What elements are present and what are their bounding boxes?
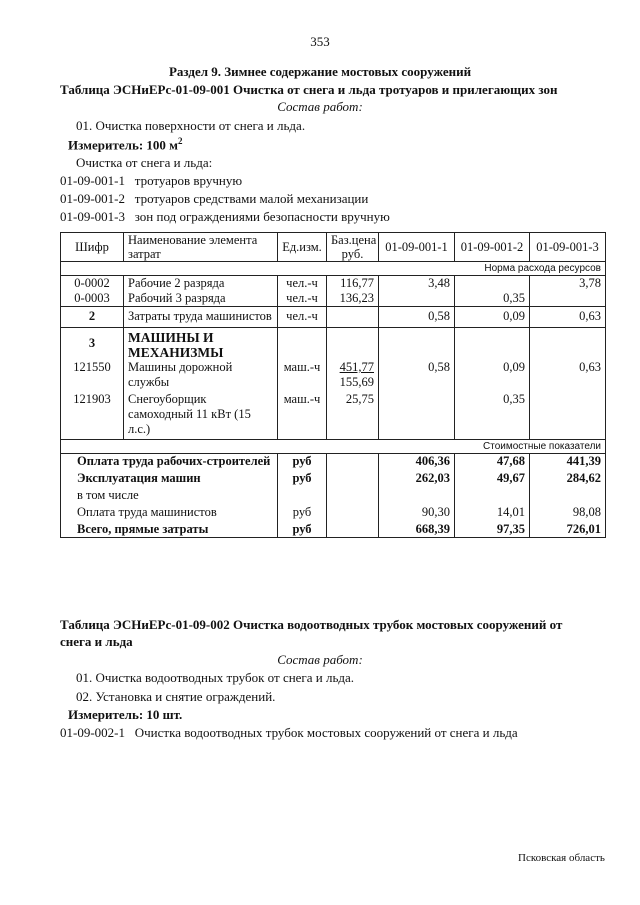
code-desc: зон под ограждениями безопасности вручную: [134, 209, 390, 224]
code: 01-09-002-1: [60, 725, 125, 740]
cost-value-1: 262,03: [379, 469, 455, 486]
table-row: [61, 390, 606, 440]
row-unit: чел.-ч: [278, 276, 327, 292]
row-name: Рабочий 3 разряда: [124, 291, 278, 307]
header-unit: Ед.изм.: [278, 233, 327, 262]
cost-value-1: 90,30: [379, 503, 455, 520]
table-row: [61, 360, 606, 390]
row-price: [327, 307, 379, 328]
cost-value-1: 668,39: [379, 520, 455, 538]
table1-meter-sup: 2: [178, 136, 183, 146]
table2-code-line: [60, 725, 518, 741]
table1-meter-label: Измеритель: 100 м: [68, 137, 179, 153]
header-code: Шифр: [61, 233, 124, 262]
row-code: 121550: [61, 360, 124, 390]
row-name: Затраты труда машинистов: [124, 307, 278, 328]
cost-unit: руб: [278, 520, 327, 538]
cost-unit: руб: [278, 454, 327, 470]
row-price: 116,77: [327, 276, 379, 292]
table-header-row: [61, 233, 606, 262]
row-value-2: 0,09: [455, 307, 530, 328]
row-name: Снегоуборщик самоходный 11 кВт (15 л.с.): [124, 390, 278, 440]
table2-work-item: 01. Очистка водоотводных трубок от снега и льда.: [76, 670, 355, 685]
cost-label: Стоимостные показатели: [61, 440, 606, 454]
row-code: 121903: [61, 390, 124, 440]
row-unit: чел.-ч: [278, 307, 327, 328]
cost-name: Всего, прямые затраты: [61, 520, 278, 538]
table2-title-line2: снега и льда: [60, 634, 133, 649]
table-row: [61, 276, 606, 292]
row-code: 0-0003: [61, 291, 124, 307]
row-price-secondary: 155,69: [339, 375, 374, 389]
row-value-2: 0,35: [455, 291, 530, 307]
table1-composition-label: Состав работ:: [277, 99, 363, 114]
row-unit: маш.-ч: [278, 390, 327, 440]
row-value-3: 3,78: [530, 276, 606, 292]
table-row: [61, 291, 606, 307]
header-col3: 01-09-001-3: [530, 233, 606, 262]
header-col2: 01-09-001-2: [455, 233, 530, 262]
header-price: Баз.цена руб.: [327, 233, 379, 262]
cost-name: Оплата труда машинистов: [61, 503, 278, 520]
code-line: [60, 173, 242, 189]
row-price: 136,23: [327, 291, 379, 307]
row-code: 3: [61, 328, 124, 361]
cost-row: [61, 486, 606, 503]
row-price: 25,75: [327, 390, 379, 440]
cost-row: [61, 520, 606, 538]
cost-name: в том числе: [61, 486, 278, 503]
row-price-main: 451,77: [339, 360, 374, 374]
cost-name: Оплата труда рабочих-строителей: [61, 454, 278, 470]
cost-value-3: 726,01: [530, 520, 606, 538]
header-col1: 01-09-001-1: [379, 233, 455, 262]
cost-value-3: 441,39: [530, 454, 606, 470]
table2-composition-label: Состав работ:: [277, 652, 363, 667]
code-desc: тротуаров вручную: [134, 173, 243, 188]
table2-work-item: 02. Установка и снятие ограждений.: [76, 689, 276, 704]
code: 01-09-001-3: [60, 209, 125, 224]
row-price: [327, 360, 379, 390]
row-value-1: [379, 390, 455, 440]
cost-label-row: [61, 440, 606, 454]
cost-row: [61, 469, 606, 486]
row-name: Машины дорожной службы: [124, 360, 278, 390]
cost-value-2: 47,68: [455, 454, 530, 470]
row-value-3: [530, 291, 606, 307]
page-number: 353: [310, 34, 330, 49]
row-code: 2: [61, 307, 124, 328]
table-row: [61, 328, 606, 361]
code-desc: тротуаров средствами малой механизации: [134, 191, 369, 206]
row-name: Рабочие 2 разряда: [124, 276, 278, 292]
table1-group-label: Очистка от снега и льда:: [76, 155, 213, 170]
cost-value-2: 49,67: [455, 469, 530, 486]
code: 01-09-001-1: [60, 173, 125, 188]
row-value-3: 0,63: [530, 307, 606, 328]
cost-value-3: 284,62: [530, 469, 606, 486]
code-line: [60, 191, 368, 207]
table2-meter: Измеритель: 10 шт.: [68, 707, 183, 722]
norm-label: Норма расхода ресурсов: [61, 262, 606, 276]
row-unit: маш.-ч: [278, 360, 327, 390]
cost-name: Эксплуатация машин: [61, 469, 278, 486]
resource-table: [60, 232, 606, 538]
row-unit: чел.-ч: [278, 291, 327, 307]
cost-row: [61, 454, 606, 470]
code-line: [60, 209, 390, 225]
row-value-2: 0,09: [455, 360, 530, 390]
cost-value-3: 98,08: [530, 503, 606, 520]
row-value-3: 0,63: [530, 360, 606, 390]
row-value-2: [455, 276, 530, 292]
header-name: Наименование элемента затрат: [124, 233, 278, 262]
cost-row: [61, 503, 606, 520]
footer-region: Псковская область: [518, 852, 605, 864]
row-value-1: 0,58: [379, 360, 455, 390]
table1-work-item: 01. Очистка поверхности от снега и льда.: [76, 118, 306, 133]
row-value-1: [379, 291, 455, 307]
row-value-1: 3,48: [379, 276, 455, 292]
norm-label-row: [61, 262, 606, 276]
row-name: МАШИНЫ И МЕХАНИЗМЫ: [124, 328, 278, 361]
table2-title-line1: Таблица ЭСНиЕРс-01-09-002 Очистка водоотводных трубок мостовых сооружений от: [60, 617, 563, 632]
cost-unit: руб: [278, 503, 327, 520]
row-value-1: 0,58: [379, 307, 455, 328]
section-title: Раздел 9. Зимнее содержание мостовых сооружений: [168, 64, 472, 79]
code-desc: Очистка водоотводных трубок мостовых сооружений от снега и льда: [134, 725, 518, 740]
cost-value-1: 406,36: [379, 454, 455, 470]
cost-value-2: 97,35: [455, 520, 530, 538]
row-value-3: [530, 390, 606, 440]
table-row: [61, 307, 606, 328]
row-value-2: 0,35: [455, 390, 530, 440]
table1-meter: [68, 136, 183, 153]
cost-unit: руб: [278, 469, 327, 486]
row-code: 0-0002: [61, 276, 124, 292]
table1-title: Таблица ЭСНиЕРс-01-09-001 Очистка от снега и льда тротуаров и прилегающих зон: [60, 82, 558, 97]
cost-value-2: 14,01: [455, 503, 530, 520]
code: 01-09-001-2: [60, 191, 125, 206]
